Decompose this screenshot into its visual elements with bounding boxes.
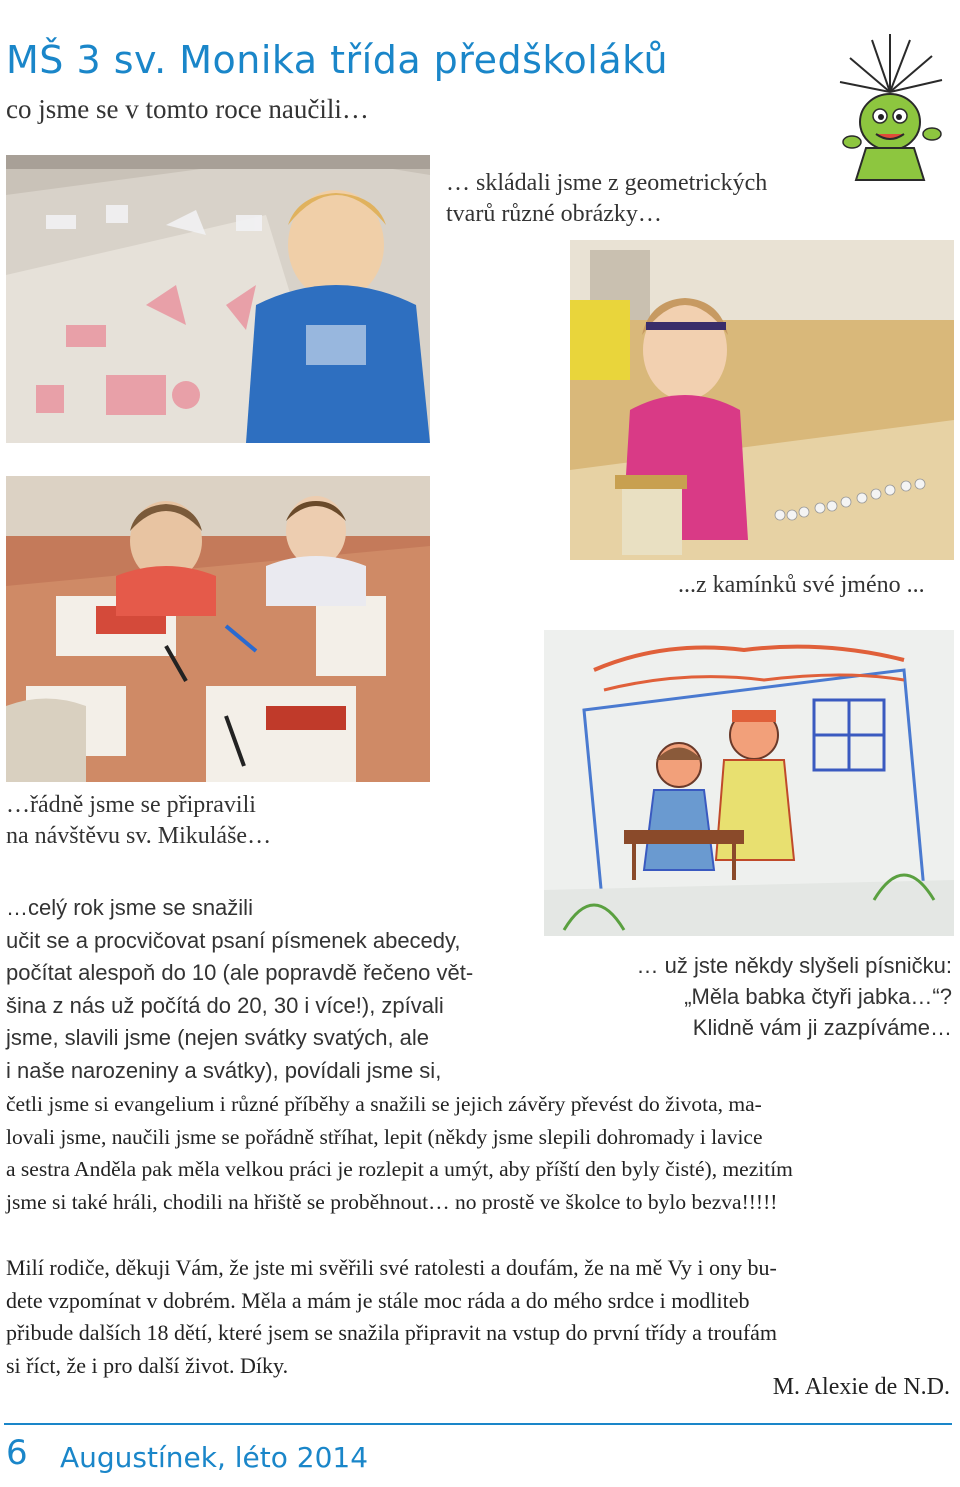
body-text-wide [6, 1088, 952, 1218]
body-line: lovali jsme, naučili jsme se pořádně stříhat, lepit (někdy jsme slepili dohromady i lavice [6, 1124, 763, 1149]
caption-line: „Měla babka čtyři jabka…“? [684, 984, 952, 1009]
photo-geometric-shapes [6, 155, 430, 443]
caption-line: tvarů různé obrázky… [446, 201, 662, 227]
letter-line: si říct, že i pro další život. Díky. [6, 1352, 289, 1378]
body-line: četli jsme si evangelium i různé příběhy a snažili se jejich závěry převést do života, ma- [6, 1092, 762, 1116]
magazine-title: Augustínek, léto 2014 [60, 1441, 369, 1474]
caption-song [590, 950, 952, 1043]
caption-geometric [446, 168, 767, 230]
page-number: 6 [6, 1433, 28, 1473]
page-subtitle: co jsme se v tomto roce naučili… [6, 94, 369, 124]
photo-mikulas-preparation [6, 476, 430, 782]
caption-line: Klidně vám ji zazpíváme… [692, 1015, 952, 1040]
body-line: učit se a procvičovat psaní písmenek abecedy, [6, 927, 461, 953]
caption-line: … už jste někdy slyšeli písničku: [636, 953, 952, 978]
mascot-illustration [832, 30, 950, 190]
caption-line: na návštěvu sv. Mikuláše… [6, 823, 272, 849]
page-title: MŠ 3 sv. Monika třída předškoláků [6, 38, 669, 82]
caption-mikulas [6, 790, 271, 852]
body-line: i naše narozeniny a svátky), povídali jsme si, [6, 1057, 442, 1083]
caption-line: …řádně jsme se připravili [6, 792, 256, 818]
letter-line: přibude dalších 18 dětí, které jsem se snažila připravit na vstup do první třídy a troufám [6, 1320, 778, 1345]
photo-children-drawing [544, 630, 954, 936]
letter-paragraph [6, 1252, 952, 1382]
photo-pebble-name [570, 240, 954, 560]
body-line: šina z nás už počítá do 20, 30 i více!), zpívali [6, 992, 444, 1018]
body-line: jsme, slavili jsme (nejen svátky svatých, ale [6, 1025, 430, 1050]
letter-line: dete vzpomínat v dobrém. Měla a mám je stále moc ráda a do mého srdce i modliteb [6, 1287, 750, 1313]
signature: M. Alexie de N.D. [772, 1374, 950, 1400]
body-line: a sestra Anděla pak měla velkou práci je rozlepit a umýt, aby příští den byly čisté), mezitím [6, 1157, 793, 1181]
letter-line: Milí rodiče, děkuji Vám, že jste mi svěřili své ratolesti a doufám, že na mě Vy i ony bu- [6, 1255, 777, 1280]
body-line: jsme si také hráli, chodili na hřiště se proběhnout… no prostě ve školce to bylo bezva!!!!! [6, 1189, 778, 1214]
footer-divider [4, 1423, 952, 1425]
body-line: počítat alespoň do 10 (ale popravdě řečeno vět- [6, 960, 474, 985]
body-line: …celý rok jsme se snažili [6, 895, 253, 920]
body-text-narrow [6, 892, 516, 1087]
caption-pebbles: ...z kamínků své jméno ... [678, 572, 925, 598]
caption-line: … skládali jsme z geometrických [446, 170, 768, 196]
